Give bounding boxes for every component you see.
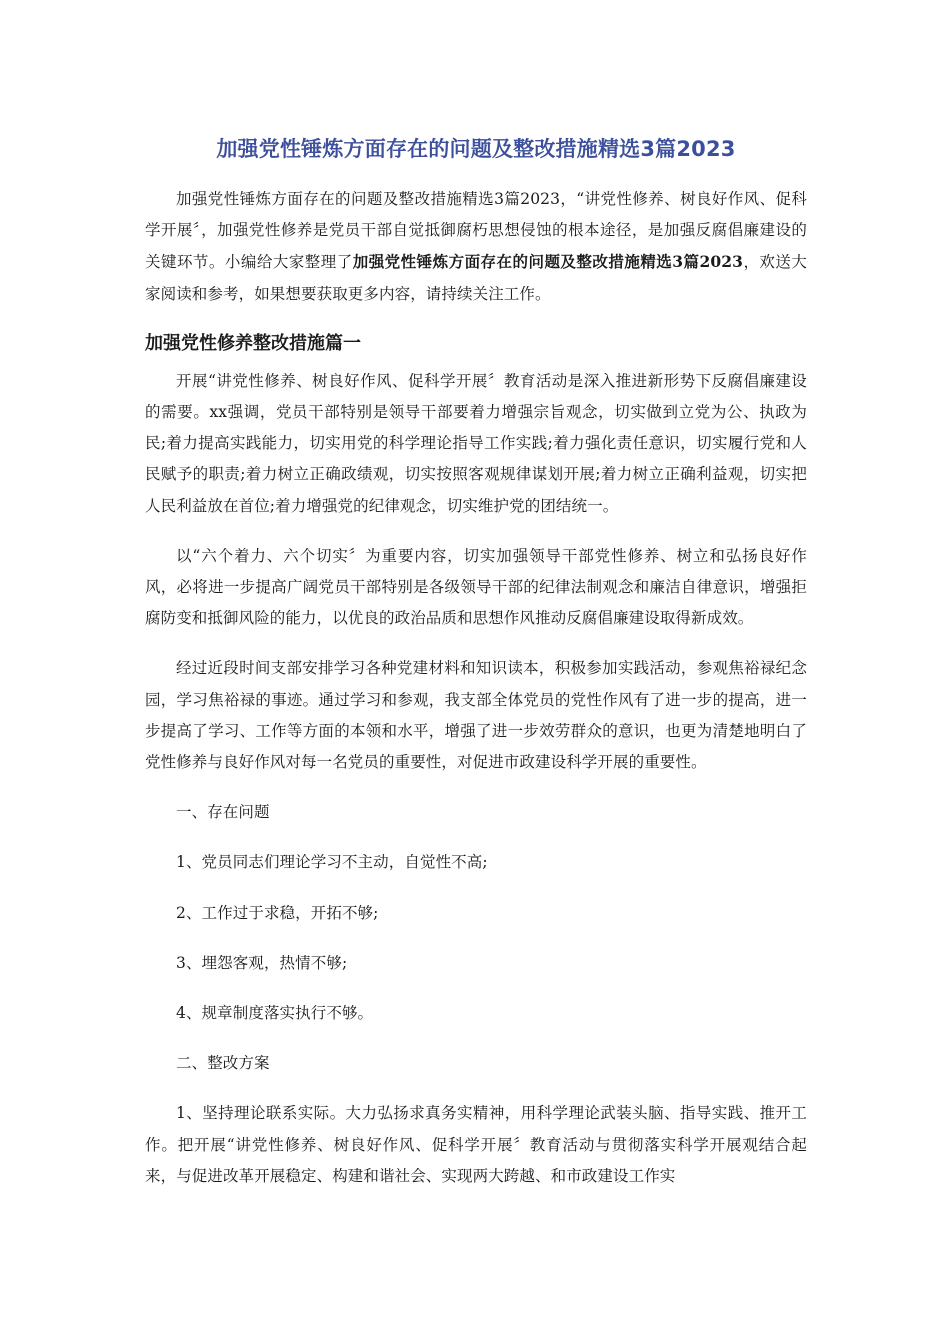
list-item: 3、埋怨客观，热情不够; [176, 953, 348, 972]
intro-paragraph [145, 184, 807, 310]
list-item: 4、规章制度落实执行不够。 [176, 1004, 374, 1023]
section-heading: 加强党性修养整改措施篇一 [145, 332, 361, 354]
body-paragraph: 1、坚持理论联系实际。大力弘扬求真务实精神，用科学理论武装头脑、指导实践、推开工作。把开展“讲党性修养、树良好作风、促科学开展〞教育活动与贯彻落实科学开展观结合起来，与促进改革开展稳定、构建和谐社会、实现两大跨越、和市政建设工作实 [145, 1104, 807, 1185]
body-paragraph: 以“六个着力、六个切实〞为重要内容，切实加强领导干部党性修养、树立和弘扬良好作风，必将进一步提高广阔党员干部特别是各级领导干部的纪律法制观念和廉洁自律意识，增强拒腐防变和抵御风险的能力，以优良的政治品质和思想作风推动反腐倡廉建设取得新成效。 [145, 546, 807, 628]
list-item: 2、工作过于求稳，开拓不够; [176, 903, 379, 922]
body-paragraph: 经过近段时间支部安排学习各种党建材料和知识读本，积极参加实践活动，参观焦裕禄纪念园，学习焦裕禄的事迹。通过学习和参观，我支部全体党员的党性作风有了进一步的提高，进一步提高了学习、工作等方面的本领和水平，增强了进一步效劳群众的意识，也更为清楚地明白了党性修养与良好作风对每一名党员的重要性，对促进市政建设科学开展的重要性。 [145, 659, 807, 772]
document-title: 加强党性锤炼方面存在的问题及整改措施精选3篇2023 [216, 137, 736, 161]
intro-bold-title: 加强党性锤炼方面存在的问题及整改措施精选3篇2023 [352, 252, 744, 272]
list-item: 1、党员同志们理论学习不主动，自觉性不高; [176, 853, 488, 872]
body-paragraph: 开展“讲党性修养、树良好作风、促科学开展〞教育活动是深入推进新形势下反腐倡廉建设的需要。xx强调，党员干部特别是领导干部要着力增强宗旨观念，切实做到立党为公、执政为民;着力提高实践能力，切实用党的科学理论指导工作实践;着力强化责任意识，切实履行党和人民赋予的职责;着力树立正确政绩观，切实按照客观规律谋划开展;着力树立正确利益观，切实把人民利益放在首位;着力增强党的纪律观念，切实维护党的团结统一。 [145, 371, 807, 515]
list-heading-problems: 一、存在问题 [176, 803, 270, 822]
intro-text-end: ，欢送大家阅读和参考，如果想要获取更多内容，请持续关注工作。 [145, 253, 807, 303]
document-page [145, 130, 807, 1211]
list-heading-plan: 二、整改方案 [176, 1054, 270, 1073]
intro-text-start: 加强党性锤炼方面存在的问题及整改措施精选3篇2023，“讲党性修养、树良好作风、促科学开展〞，加强党性修养是党员干部自觉抵御腐朽思想侵蚀的根本途径，是加强反腐倡廉建设的关键环节。小编给大家整理了 [145, 190, 807, 272]
